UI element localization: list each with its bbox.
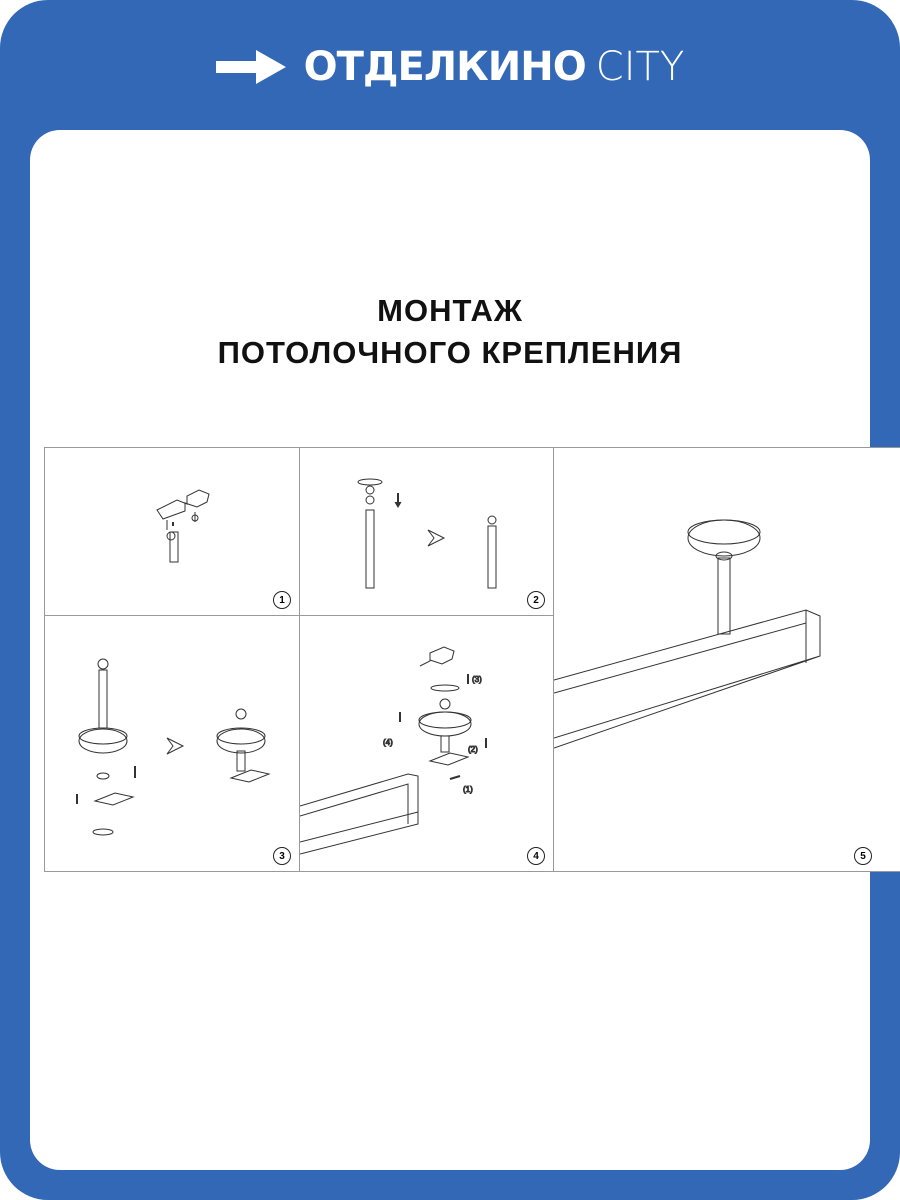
title-line-2: ПОТОЛОЧНОГО КРЕПЛЕНИЯ: [217, 335, 683, 370]
canopy-assembly-illustration: [45, 616, 301, 873]
label-3: (3): [472, 675, 482, 684]
label-1: (1): [463, 785, 473, 794]
step-number: 4: [527, 847, 545, 865]
step-number: 5: [854, 847, 872, 865]
step-1-panel: [44, 447, 300, 616]
rod-nut-illustration: [300, 448, 555, 617]
bracket-screws-illustration: [45, 448, 301, 617]
installation-diagram: [44, 447, 900, 872]
step-number: 2: [527, 591, 545, 609]
step-2-panel: [299, 447, 554, 616]
step-5-panel: [553, 447, 900, 872]
step-3-panel: [44, 615, 300, 872]
track-mounting-illustration: [300, 616, 555, 873]
label-4: (4): [383, 738, 393, 747]
brand-name: ОТДЕЛКИНО: [303, 44, 586, 90]
step-number: 3: [273, 847, 291, 865]
label-2: (2): [468, 745, 478, 754]
step-4-panel: [299, 615, 554, 872]
arrow-right-icon: [216, 50, 286, 84]
page-title: [0, 290, 900, 374]
brand-suffix: CITY: [595, 44, 685, 90]
brand-logo: [0, 40, 900, 94]
installed-luminaire-illustration: [554, 448, 900, 873]
title-line-1: МОНТАЖ: [377, 293, 523, 328]
step-number: 1: [273, 591, 291, 609]
